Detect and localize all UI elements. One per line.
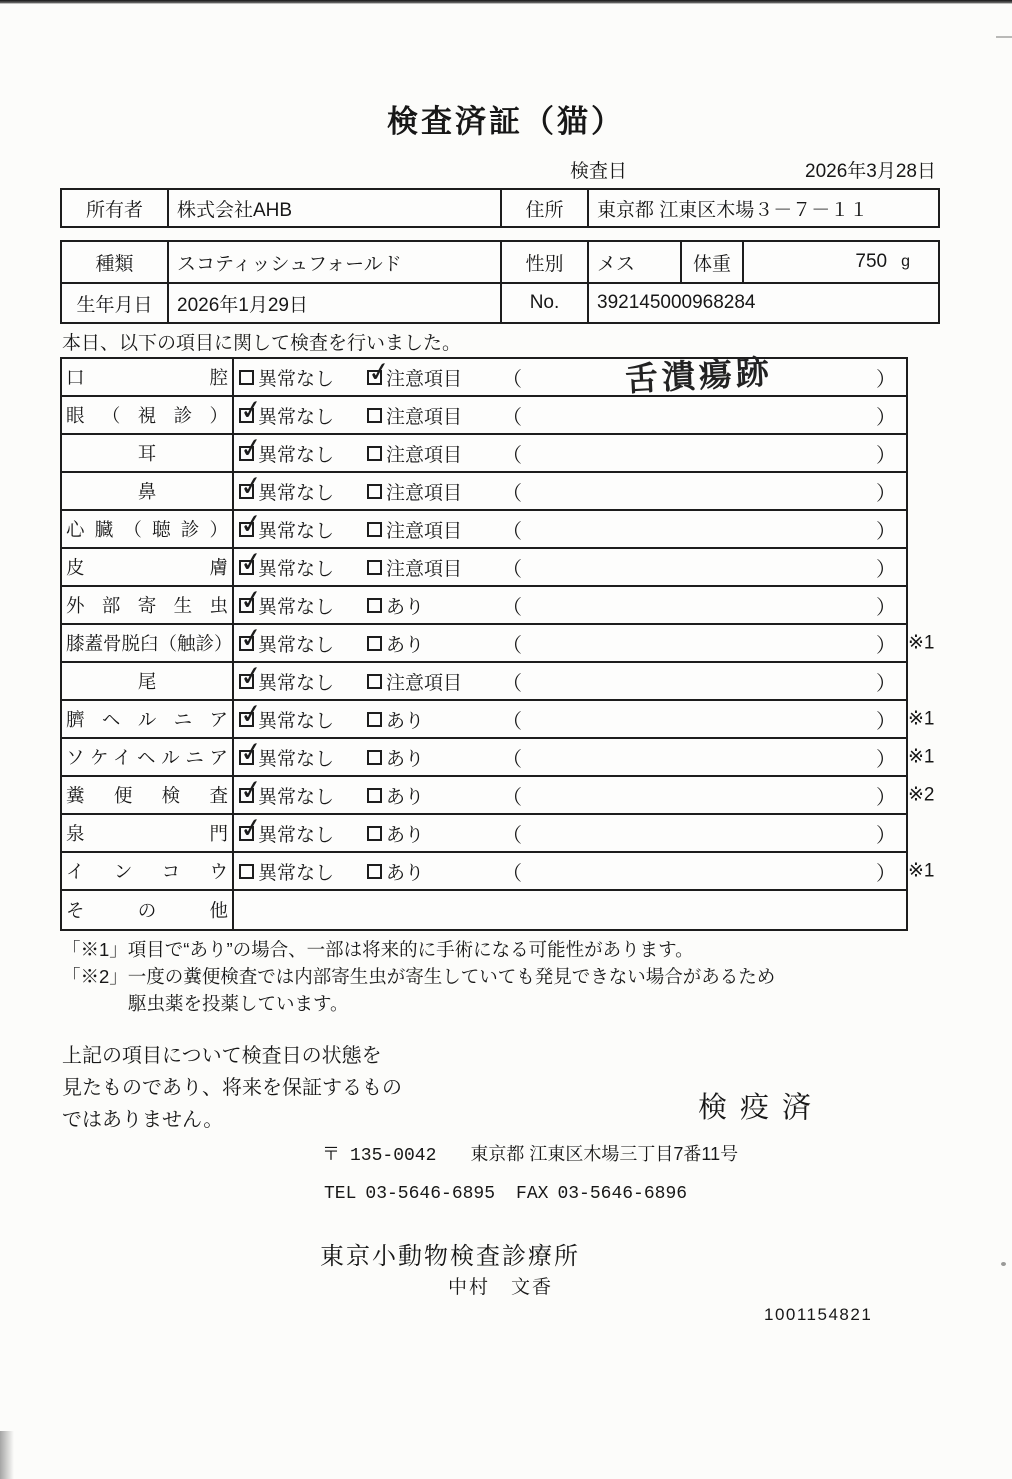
item-result-cell — [234, 397, 906, 433]
option-attention — [367, 858, 499, 885]
handwritten-note — [522, 516, 876, 535]
checklist-row — [62, 397, 906, 435]
handwritten-note: 舌潰瘍跡 — [623, 351, 774, 399]
item-label: 臍ヘルニア — [66, 709, 228, 730]
checklist-table — [60, 351, 935, 931]
checkbox-icon — [239, 598, 254, 613]
option-label: 異常なし — [258, 558, 335, 580]
postal-code: 135-0042 — [350, 1146, 437, 1166]
handwritten-note — [522, 554, 876, 573]
item-label-cell — [62, 739, 234, 775]
paren-open: （ — [502, 824, 522, 847]
disclaimer-text — [62, 1040, 402, 1136]
remarks-area — [502, 853, 896, 889]
owner-value: 株式会社AHB — [169, 190, 502, 226]
checklist-row — [62, 853, 935, 891]
remarks-area — [502, 815, 896, 851]
item-label-cell — [62, 625, 234, 661]
quarantine-stamp: 検疫済 — [698, 1092, 825, 1124]
tel-label: TEL — [324, 1184, 357, 1204]
handwritten-note — [522, 858, 876, 877]
option-attention — [367, 402, 499, 429]
option-attention — [367, 744, 499, 771]
clinic-address: 東京都 江東区木場三丁目7番11号 — [470, 1144, 739, 1164]
item-result-cell — [234, 891, 906, 929]
remarks-area — [502, 777, 896, 813]
option-attention — [367, 668, 499, 695]
checklist-row — [62, 815, 906, 853]
footnote-1: 「※1」項目で“あり”の場合、一部は将来的に手術になる可能性があります。 — [62, 939, 694, 960]
checkbox-icon — [367, 446, 382, 461]
disclaimer-line-3: ではありません。 — [62, 1109, 224, 1131]
item-label-cell — [62, 587, 234, 623]
remarks-area — [502, 549, 896, 585]
option-attention — [367, 554, 499, 581]
paren-close: ） — [876, 558, 896, 581]
breed-row — [62, 242, 938, 282]
scan-edge-artifact — [0, 0, 1012, 4]
handwritten-note — [522, 402, 876, 421]
checklist-row — [62, 351, 906, 399]
checklist-row — [62, 473, 906, 511]
option-label: 異常なし — [258, 520, 335, 542]
checkbox-icon — [239, 788, 254, 803]
paren-close: ） — [876, 482, 896, 505]
checkbox-icon — [239, 560, 254, 575]
item-label-cell — [62, 359, 234, 395]
tel-number: 03-5646-6895 — [365, 1184, 496, 1204]
option-label: あり — [386, 824, 425, 846]
option-label: 異常なし — [258, 862, 335, 884]
scan-smudge-artifact — [0, 1431, 14, 1479]
option-label: 異常なし — [258, 444, 335, 466]
item-label: 糞便検査 — [66, 785, 228, 806]
checkbox-icon — [367, 560, 382, 575]
option-label: あり — [386, 634, 425, 656]
handwritten-note — [522, 706, 876, 725]
item-label: 口腔 — [66, 367, 228, 388]
owner-label: 所有者 — [62, 190, 169, 226]
paren-open: （ — [502, 368, 522, 391]
serial-number: 1001154821 — [764, 1305, 873, 1324]
address-label: 住所 — [502, 190, 589, 226]
checkbox-icon — [239, 674, 254, 689]
paren-close: ） — [876, 444, 896, 467]
item-label-cell — [62, 701, 234, 737]
sex-value: メス — [589, 242, 682, 282]
checkbox-icon — [239, 484, 254, 499]
checkbox-icon — [367, 750, 382, 765]
paren-open: （ — [502, 634, 522, 657]
checkbox-icon — [367, 826, 382, 841]
item-result-cell — [234, 815, 906, 851]
option-label: 異常なし — [258, 634, 335, 656]
option-attention — [367, 516, 499, 543]
checkbox-icon — [367, 370, 382, 385]
checkbox-icon — [239, 370, 254, 385]
item-label: 耳 — [137, 443, 157, 464]
item-label-cell — [62, 891, 234, 929]
remarks-area — [502, 473, 896, 509]
paren-open: （ — [502, 558, 522, 581]
option-label: 異常なし — [258, 672, 335, 694]
option-no-abnormality — [239, 592, 367, 619]
checkbox-icon — [367, 864, 382, 879]
footnote-mark: ※1 — [908, 708, 935, 730]
checkbox-icon — [239, 826, 254, 841]
item-label-cell — [62, 663, 234, 699]
item-result-cell — [234, 473, 906, 509]
option-label: 異常なし — [258, 710, 335, 732]
handwritten-note — [522, 744, 876, 763]
option-no-abnormality — [239, 630, 367, 657]
item-label-cell — [62, 815, 234, 851]
breed-value: スコティッシュフォールド — [169, 242, 502, 282]
remarks-area — [502, 663, 896, 699]
option-attention — [367, 592, 499, 619]
option-attention — [367, 820, 499, 847]
checklist-row — [62, 435, 906, 473]
breed-label: 種類 — [62, 242, 169, 282]
option-no-abnormality — [239, 744, 367, 771]
option-label: 注意項目 — [386, 520, 463, 542]
item-result-cell — [234, 587, 906, 623]
checkbox-icon — [367, 598, 382, 613]
disclaimer-line-1: 上記の項目について検査日の状態を — [62, 1045, 382, 1067]
option-label: 注意項目 — [386, 558, 463, 580]
checkbox-icon — [367, 522, 382, 537]
paren-close: ） — [876, 748, 896, 771]
checklist-row — [62, 891, 906, 929]
birth-row — [62, 282, 938, 322]
option-no-abnormality — [239, 782, 367, 809]
disclaimer-line-2: 見たものであり、将来を保証するもの — [62, 1077, 402, 1099]
clinic-address-row — [322, 1140, 738, 1166]
option-label: 異常なし — [258, 596, 335, 618]
checkbox-icon — [239, 446, 254, 461]
checklist-row — [62, 549, 906, 587]
checkbox-icon — [239, 750, 254, 765]
option-no-abnormality — [239, 364, 367, 391]
checklist-row — [62, 701, 935, 739]
item-label: 心臓（聴診） — [66, 519, 228, 540]
footnotes — [62, 936, 775, 1017]
checkbox-icon — [239, 636, 254, 651]
paren-close: ） — [876, 672, 896, 695]
remarks-area — [502, 625, 896, 661]
item-result-cell — [234, 511, 906, 547]
handwritten-note — [522, 668, 876, 687]
option-no-abnormality — [239, 820, 367, 847]
footnote-mark: ※2 — [908, 784, 935, 806]
paren-open: （ — [502, 444, 522, 467]
option-label: 異常なし — [258, 406, 335, 428]
handwritten-note — [522, 820, 876, 839]
option-label: 注意項目 — [386, 368, 463, 390]
option-no-abnormality — [239, 706, 367, 733]
footnote-2-continued: 駆虫薬を投薬しています。 — [128, 993, 349, 1014]
item-label: 尾 — [137, 671, 157, 692]
checkbox-icon — [239, 408, 254, 423]
intro-text: 本日、以下の項目に関して検査を行いました。 — [62, 333, 462, 354]
clinic-phone-row — [324, 1184, 687, 1204]
id-number-label: No. — [502, 284, 589, 322]
clinic-name: 東京小動物検査診療所 — [320, 1243, 580, 1270]
option-attention — [367, 440, 499, 467]
option-attention — [367, 782, 499, 809]
option-attention — [367, 630, 499, 657]
id-number-value: 392145000968284 — [597, 292, 756, 313]
owner-table — [60, 188, 940, 228]
paren-close: ） — [876, 862, 896, 885]
item-label-cell — [62, 549, 234, 585]
birth-date-value: 2026年1月29日 — [169, 284, 502, 322]
item-result-cell — [234, 853, 906, 889]
item-label-cell — [62, 435, 234, 471]
item-label: 眼（視診） — [66, 405, 228, 426]
scan-tick-artifact — [996, 36, 1012, 38]
option-no-abnormality — [239, 440, 367, 467]
option-label: 異常なし — [258, 482, 335, 504]
weight-cell — [744, 242, 938, 282]
checkbox-icon — [367, 788, 382, 803]
remarks-area — [502, 511, 896, 547]
checklist-row — [62, 739, 935, 777]
checkbox-icon — [367, 674, 382, 689]
option-attention — [367, 478, 499, 505]
handwritten-note — [522, 592, 876, 611]
checklist-row — [62, 777, 935, 815]
fax-number: 03-5646-6896 — [557, 1184, 688, 1204]
postal-mark: 〒 — [322, 1144, 340, 1164]
checkbox-icon — [367, 712, 382, 727]
handwritten-note — [522, 630, 876, 649]
option-attention — [367, 364, 499, 391]
item-label: 膝蓋骨脱臼（触診） — [66, 633, 233, 654]
paren-close: ） — [876, 634, 896, 657]
weight-label: 体重 — [682, 242, 744, 282]
handwritten-note — [522, 782, 876, 801]
option-label: あり — [386, 748, 425, 770]
paren-open: （ — [502, 710, 522, 733]
checklist-row — [62, 625, 935, 663]
item-label: 泉門 — [66, 823, 228, 844]
inspection-date-row — [570, 156, 936, 183]
item-label-cell — [62, 853, 234, 889]
paren-close: ） — [876, 786, 896, 809]
item-result-cell — [234, 625, 906, 661]
item-result-cell — [234, 549, 906, 585]
remarks-area — [502, 739, 896, 775]
item-label: その他 — [66, 900, 228, 921]
paren-open: （ — [502, 786, 522, 809]
paren-open: （ — [502, 862, 522, 885]
weight-value: 750 — [855, 251, 888, 272]
option-label: あり — [386, 786, 425, 808]
item-label: 皮膚 — [66, 557, 228, 578]
paren-close: ） — [876, 710, 896, 733]
option-no-abnormality — [239, 858, 367, 885]
checkbox-icon — [367, 408, 382, 423]
option-label: 注意項目 — [386, 406, 463, 428]
item-label: 外部寄生虫 — [66, 595, 228, 616]
checklist-row — [62, 511, 906, 549]
handwritten-note — [522, 440, 876, 459]
sex-label: 性別 — [502, 242, 589, 282]
scan-dot-artifact — [1001, 1262, 1006, 1266]
veterinarian-name: 中村 文香 — [448, 1277, 554, 1298]
option-no-abnormality — [239, 516, 367, 543]
checklist-row — [62, 587, 906, 625]
checkbox-icon — [239, 864, 254, 879]
paren-close: ） — [876, 368, 896, 391]
option-attention — [367, 706, 499, 733]
item-result-cell — [234, 701, 906, 737]
paren-open: （ — [502, 596, 522, 619]
remarks-area — [502, 397, 896, 433]
birth-date-label: 生年月日 — [62, 284, 169, 322]
item-label-cell — [62, 397, 234, 433]
footnote-mark: ※1 — [908, 860, 935, 882]
remarks-area — [502, 435, 896, 471]
item-label-cell — [62, 511, 234, 547]
inspection-date-label: 検査日 — [570, 161, 628, 182]
option-no-abnormality — [239, 554, 367, 581]
option-label: 異常なし — [258, 824, 335, 846]
pet-info-table — [60, 240, 940, 324]
weight-unit: g — [901, 253, 910, 270]
page-title: 検査済証（猫） — [387, 104, 625, 139]
option-no-abnormality — [239, 478, 367, 505]
footnote-2: 「※2」一度の糞便検査では内部寄生虫が寄生していても発見できない場合があるため — [62, 966, 776, 987]
option-no-abnormality — [239, 402, 367, 429]
option-label: あり — [386, 862, 425, 884]
checkbox-icon — [239, 522, 254, 537]
footnote-mark: ※1 — [908, 632, 935, 654]
paren-open: （ — [502, 748, 522, 771]
paren-close: ） — [876, 520, 896, 543]
item-label: ソケイヘルニア — [66, 747, 228, 768]
option-no-abnormality — [239, 668, 367, 695]
footnote-mark: ※1 — [908, 746, 935, 768]
paren-close: ） — [876, 596, 896, 619]
option-label: 異常なし — [258, 368, 335, 390]
address-value: 東京都 江東区木場３－７－１１ — [597, 199, 869, 221]
remarks-area — [502, 587, 896, 623]
item-result-cell — [234, 739, 906, 775]
item-label: 鼻 — [137, 481, 157, 502]
option-label: 注意項目 — [386, 482, 463, 504]
checkbox-icon — [367, 484, 382, 499]
paren-open: （ — [502, 520, 522, 543]
fax-label: FAX — [516, 1184, 549, 1204]
option-label: あり — [386, 596, 425, 618]
handwritten-note — [522, 478, 876, 497]
option-label: 注意項目 — [386, 444, 463, 466]
paren-open: （ — [502, 406, 522, 429]
checkbox-icon — [367, 636, 382, 651]
option-label: 注意項目 — [386, 672, 463, 694]
checkbox-icon — [239, 712, 254, 727]
paren-close: ） — [876, 406, 896, 429]
inspection-date-value: 2026年3月28日 — [805, 161, 936, 182]
item-label-cell — [62, 777, 234, 813]
paren-open: （ — [502, 482, 522, 505]
item-label-cell — [62, 473, 234, 509]
option-label: あり — [386, 710, 425, 732]
item-label: インコウ — [66, 861, 228, 882]
remarks-area — [502, 701, 896, 737]
item-result-cell — [234, 777, 906, 813]
checklist-row — [62, 663, 906, 701]
item-result-cell — [234, 663, 906, 699]
paren-open: （ — [502, 672, 522, 695]
option-label: 異常なし — [258, 748, 335, 770]
remarks-area — [502, 351, 896, 399]
item-result-cell — [234, 351, 906, 399]
item-result-cell — [234, 435, 906, 471]
option-label: 異常なし — [258, 786, 335, 808]
paren-close: ） — [876, 824, 896, 847]
